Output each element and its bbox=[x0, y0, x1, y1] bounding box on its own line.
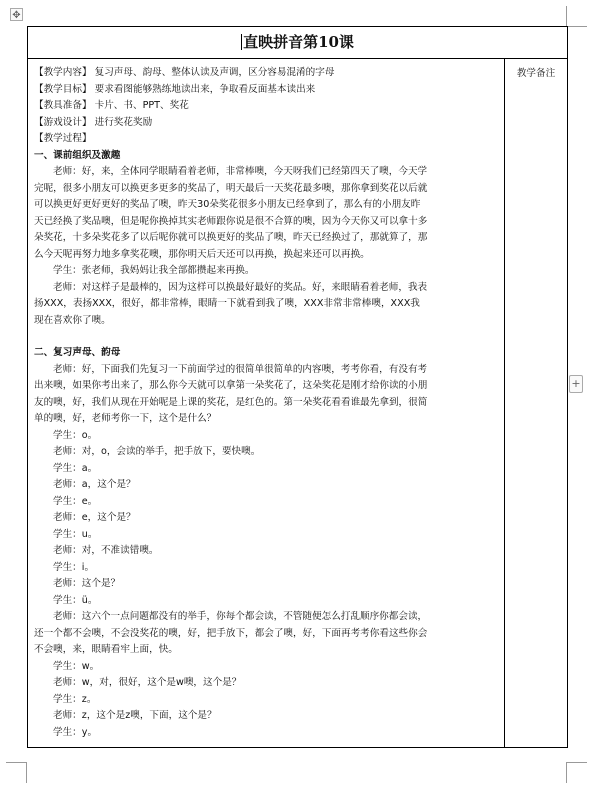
page-corner-mark bbox=[6, 762, 27, 783]
paragraph-line: 单的噢，好，老师考你一下，这个是什么？ bbox=[34, 413, 217, 424]
dialogue-line: 老师：z，这个是z噢，下面，这个是？ bbox=[53, 710, 217, 721]
dialogue-line: 学生：u。 bbox=[53, 528, 98, 540]
dialogue-line: 学生：a。 bbox=[53, 462, 98, 474]
header-line: 【教学内容】 复习声母、韵母、整体认读及声调，区分容易混淆的字母 bbox=[34, 67, 335, 78]
notes-header: 教学备注 bbox=[516, 68, 556, 79]
header-line: 【游戏设计】 进行奖花奖励 bbox=[34, 116, 153, 128]
blank-line bbox=[34, 329, 498, 345]
page-corner-mark bbox=[566, 762, 587, 783]
text-cursor bbox=[241, 34, 242, 50]
header-line: 【教具准备】 卡片、书、PPT、奖花 bbox=[34, 100, 189, 111]
paragraph-line: 现在喜欢你了噢。 bbox=[34, 314, 111, 326]
teaching-notes-cell[interactable] bbox=[505, 59, 567, 747]
dialogue-line: 老师：对，o，会读的举手，把手放下，要快噢。 bbox=[53, 446, 261, 457]
lesson-table bbox=[27, 26, 568, 748]
dialogue-line: 学生：e。 bbox=[53, 495, 98, 507]
paragraph-line: 还一个都不会噢，不会没奖花的噢，好，把手放下，都会了噢，好，下面再考考你看这些你会 bbox=[34, 627, 428, 639]
dialogue-line: 学生：y。 bbox=[53, 726, 98, 738]
dialogue-line: 老师：a，这个是？ bbox=[53, 479, 136, 490]
paragraph-line: 扬XXX，表扬XXX，很好，都非常棒，眼睛一下就看到我了噢，XXX非常非常棒噢，XXX我 bbox=[34, 298, 420, 309]
table-move-handle[interactable]: ✥ bbox=[10, 8, 23, 21]
header-line: 【教学过程】 bbox=[34, 133, 92, 144]
dialogue-line: 老师：对，不准读错噢。 bbox=[53, 545, 159, 556]
page-corner-mark bbox=[566, 6, 587, 27]
dialogue-line: 学生：z。 bbox=[53, 693, 97, 705]
paragraph-line: 老师：好，来，全体同学眼睛看着老师，非常棒噢，今天呀我们已经第四天了噢，今天学 bbox=[53, 166, 428, 177]
dialogue-line: 学生：w。 bbox=[53, 660, 100, 672]
header-line: 【教学目标】 要求看图能够熟练地读出来，争取看反面基本读出来 bbox=[34, 83, 316, 95]
dialogue-line: 老师：w，对，很好，这个是w噢，这个是？ bbox=[53, 677, 242, 688]
lesson-content-cell[interactable] bbox=[28, 59, 505, 747]
dialogue-line: 学生：i。 bbox=[53, 561, 95, 573]
dialogue-line: 老师：这个是？ bbox=[53, 578, 121, 589]
section-heading: 二、复习声母、韵母 bbox=[34, 347, 121, 358]
paragraph-line: 友的噢，好，我们从现在开始呢是上课的奖花，是红色的。第一朵奖花看看谁最先拿到，很简 bbox=[34, 396, 428, 408]
paragraph-line: 么今天呢再努力地多拿奖花噢，那你明天后天还可以再换，换起来还可以再换。 bbox=[34, 248, 370, 260]
paragraph-line: 老师：好，下面我们先复习一下前面学过的很简单很简单的内容噢，考考你看，有没有考 bbox=[53, 363, 428, 375]
section-heading: 一、课前组织及激趣 bbox=[34, 149, 121, 161]
paragraph-line: 朵奖花，十多朵奖花多了以后呢你就可以换更好的奖品了噢，昨天已经换过了，那就算了，那 bbox=[34, 232, 428, 243]
paragraph-line: 天已经换了奖品噢，但是呢你换掉其实老师跟你说是很不合算的噢，因为今天你又可以拿十多 bbox=[34, 215, 428, 227]
paragraph-line: 完呢，很多小朋友可以换更多更多的奖品了，明天最后一天奖花最多噢，那你拿到奖花以后就 bbox=[34, 182, 428, 194]
add-column-icon[interactable]: + bbox=[569, 375, 583, 393]
dialogue-line: 学生：ü。 bbox=[53, 594, 98, 606]
paragraph-line: 老师：对这样子是最棒的，因为这样可以换最好最好的奖品。好，来眼睛看着老师，我表 bbox=[53, 281, 428, 293]
paragraph-line: 可以换更好更好更好的奖品了噢，昨天30朵奖花很多小朋友已经拿到了，那么有的小朋友昨 bbox=[34, 199, 421, 210]
dialogue-line: 学生：o。 bbox=[53, 429, 98, 441]
dialogue-line: 老师：e，这个是？ bbox=[53, 512, 136, 523]
paragraph-line: 老师：这六个一点问题都没有的举手，你每个都会读，不管随便怎么打乱顺序你都会读， bbox=[53, 611, 428, 622]
title-cell[interactable] bbox=[28, 27, 567, 59]
page-title: 直映拼音第10课 bbox=[243, 33, 354, 51]
paragraph-line: 不会噢，来，眼睛看牢上面，快。 bbox=[34, 644, 178, 655]
paragraph-line: 出来噢，如果你考出来了，那么你今天就可以拿第一朵奖花了，这朵奖花是刚才给你读的小朋 bbox=[34, 380, 428, 391]
dialogue-line: 学生：张老师，我妈妈让我全部都攒起来再换。 bbox=[53, 265, 255, 276]
